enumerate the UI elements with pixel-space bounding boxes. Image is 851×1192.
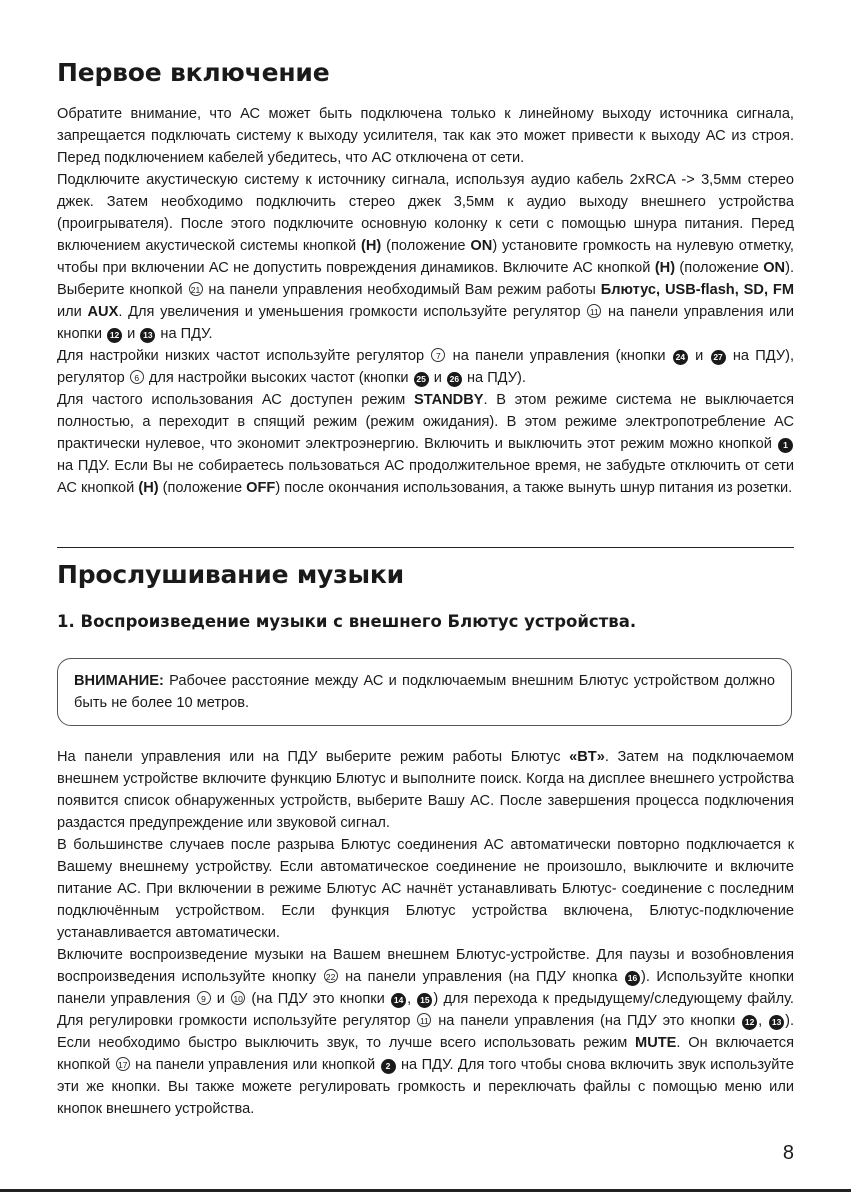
paragraph-connection: Подключите акустическую систему к источнику сигнала, используя аудио кабель 2xRCA -> 3,5мм стерео джек. Затем необходимо подключить стерео джек 3,5мм к аудио выходу внешнего устройства (проигрывателя). После этого подключите основную колонку к сети с помощью шнура питания. Перед включением акустической системы кнопкой (H) (положение ON) установите громкость на нулевую отметку, чтобы при включении АС не допустить повреждения динамиков. Включите АС кнопкой (H) (положение ON). Выберите кнопкой 21 на панели управления необходимый Вам режим работы Блютус, USB-flash, SD, FM или AUX. Для увеличения и уменьшения громкости используйте регулятор 11 на панели управления или кнопки 12 и 13 на ПДУ. bbox=[57, 172, 794, 342]
section-title-listening: Прослушивание музыки bbox=[57, 560, 404, 589]
paragraph-bt-playback: Включите воспроизведение музыки на Вашем внешнем Блютус-устройстве. Для паузы и возобновления воспроизведения используйте кнопку 22 на панели управления (на ПДУ кнопка 16 ). Используйте кнопки панели управления 9 и 10 (на ПДУ это кнопки 14 , 15 ) для перехода к предыдущему/следующему файлу. Для регулировки громкости используйте регулятор 11 на панели управления (на ПДУ это кнопки 12 , 13 ). Если необходимо быстро выключить звук, то лучше всего использовать режим MUTE. Он включается кнопкой 17 на панели управления или кнопкой 2 на ПДУ. Для того чтобы снова включить звук используйте эти же кнопки. Вы также можете регулировать громкость и переключать файлы с помощью меню или кнопок внешнего устройства. bbox=[57, 947, 795, 1117]
section2-body bbox=[57, 746, 794, 1120]
filled-number-13b: 13 bbox=[769, 1015, 784, 1030]
paragraph-bt-reconnect: В большинстве случаев после разрыва Блютус соединения АС автоматически повторно подключается к Вашему внешнему устройству. Если автоматическое соединение не произошло, выключите и включите питание АС. При включении в режиме Блютус АС начнёт устанавливать Блютус- соединение с последним подключённым устройством. Если функция Блютус устройства включена, Блютус-подключение устанавливается автоматически. bbox=[57, 837, 794, 941]
filled-number-24: 24 bbox=[673, 350, 688, 365]
circled-number-11b: 11 bbox=[417, 1013, 431, 1027]
circled-number-21: 21 bbox=[189, 282, 203, 296]
circled-number-9: 9 bbox=[197, 991, 211, 1005]
circled-number-22: 22 bbox=[324, 969, 338, 983]
paragraph-bt-pairing: На панели управления или на ПДУ выберите режим работы Блютус «BT». Затем на подключаемом внешнем устройстве включите функцию Блютус и выполните поиск. Когда на дисплее внешнего устройства появится список обнаруженных устройств, выберите Вашу АС. После завершения процесса подключения раздастся предупреждение или звуковой сигнал. bbox=[57, 749, 794, 831]
section-title-first-power-on: Первое включение bbox=[57, 58, 330, 87]
paragraph-standby: Для частого использования АС доступен режим STANDBY. В этом режиме система не выключается полностью, а переходит в спящий режим (режим ожидания). В этом режиме электропотребление АС практически нулевое, что экономит электроэнергию. Включить и выключить этот режим можно кнопкой 1 на ПДУ. Если Вы не собираетесь пользоваться АС продолжительное время, не забудьте отключить от сети АС кнопкой (H) (положение OFF) после окончания использования, а также вынуть шнур питания из розетки. bbox=[57, 392, 794, 496]
circled-number-7: 7 bbox=[431, 348, 445, 362]
circled-number-17: 17 bbox=[116, 1057, 130, 1071]
subsection-title-bluetooth: 1. Воспроизведение музыки с внешнего Блютус устройства. bbox=[57, 612, 637, 631]
filled-number-25: 25 bbox=[414, 372, 429, 387]
filled-number-14: 14 bbox=[391, 993, 406, 1008]
filled-number-26: 26 bbox=[447, 372, 462, 387]
filled-number-12: 12 bbox=[107, 328, 122, 343]
section-divider bbox=[57, 547, 794, 548]
circled-number-6: 6 bbox=[130, 370, 144, 384]
filled-number-13: 13 bbox=[140, 328, 155, 343]
page-number: 8 bbox=[782, 1142, 794, 1164]
notice-label: ВНИМАНИЕ: bbox=[74, 673, 164, 689]
filled-number-1: 1 bbox=[778, 438, 793, 453]
notice-box bbox=[57, 658, 792, 726]
filled-number-2: 2 bbox=[381, 1059, 396, 1074]
circled-number-11: 11 bbox=[587, 304, 601, 318]
filled-number-15: 15 bbox=[417, 993, 432, 1008]
section1-body bbox=[57, 103, 794, 499]
circled-number-10: 10 bbox=[231, 991, 245, 1005]
filled-number-12b: 12 bbox=[742, 1015, 757, 1030]
filled-number-16: 16 bbox=[625, 971, 640, 986]
filled-number-27: 27 bbox=[711, 350, 726, 365]
notice-text: Рабочее расстояние между АС и подключаемым внешним Блютус устройством должно быть не более 10 метров. bbox=[74, 673, 775, 711]
paragraph-eq: Для настройки низких частот используйте регулятор 7 на панели управления (кнопки 24 и 27 на ПДУ), регулятор 6 для настройки высоких частот (кнопки 25 и 26 на ПДУ). bbox=[57, 348, 795, 386]
paragraph-warning: Обратите внимание, что АС может быть подключена только к линейному выходу источника сигнала, запрещается подключать систему к выходу усилителя, так как это может привести к выходу АС из строя. Перед подключением кабелей убедитесь, что АС отключена от сети. bbox=[57, 106, 794, 166]
